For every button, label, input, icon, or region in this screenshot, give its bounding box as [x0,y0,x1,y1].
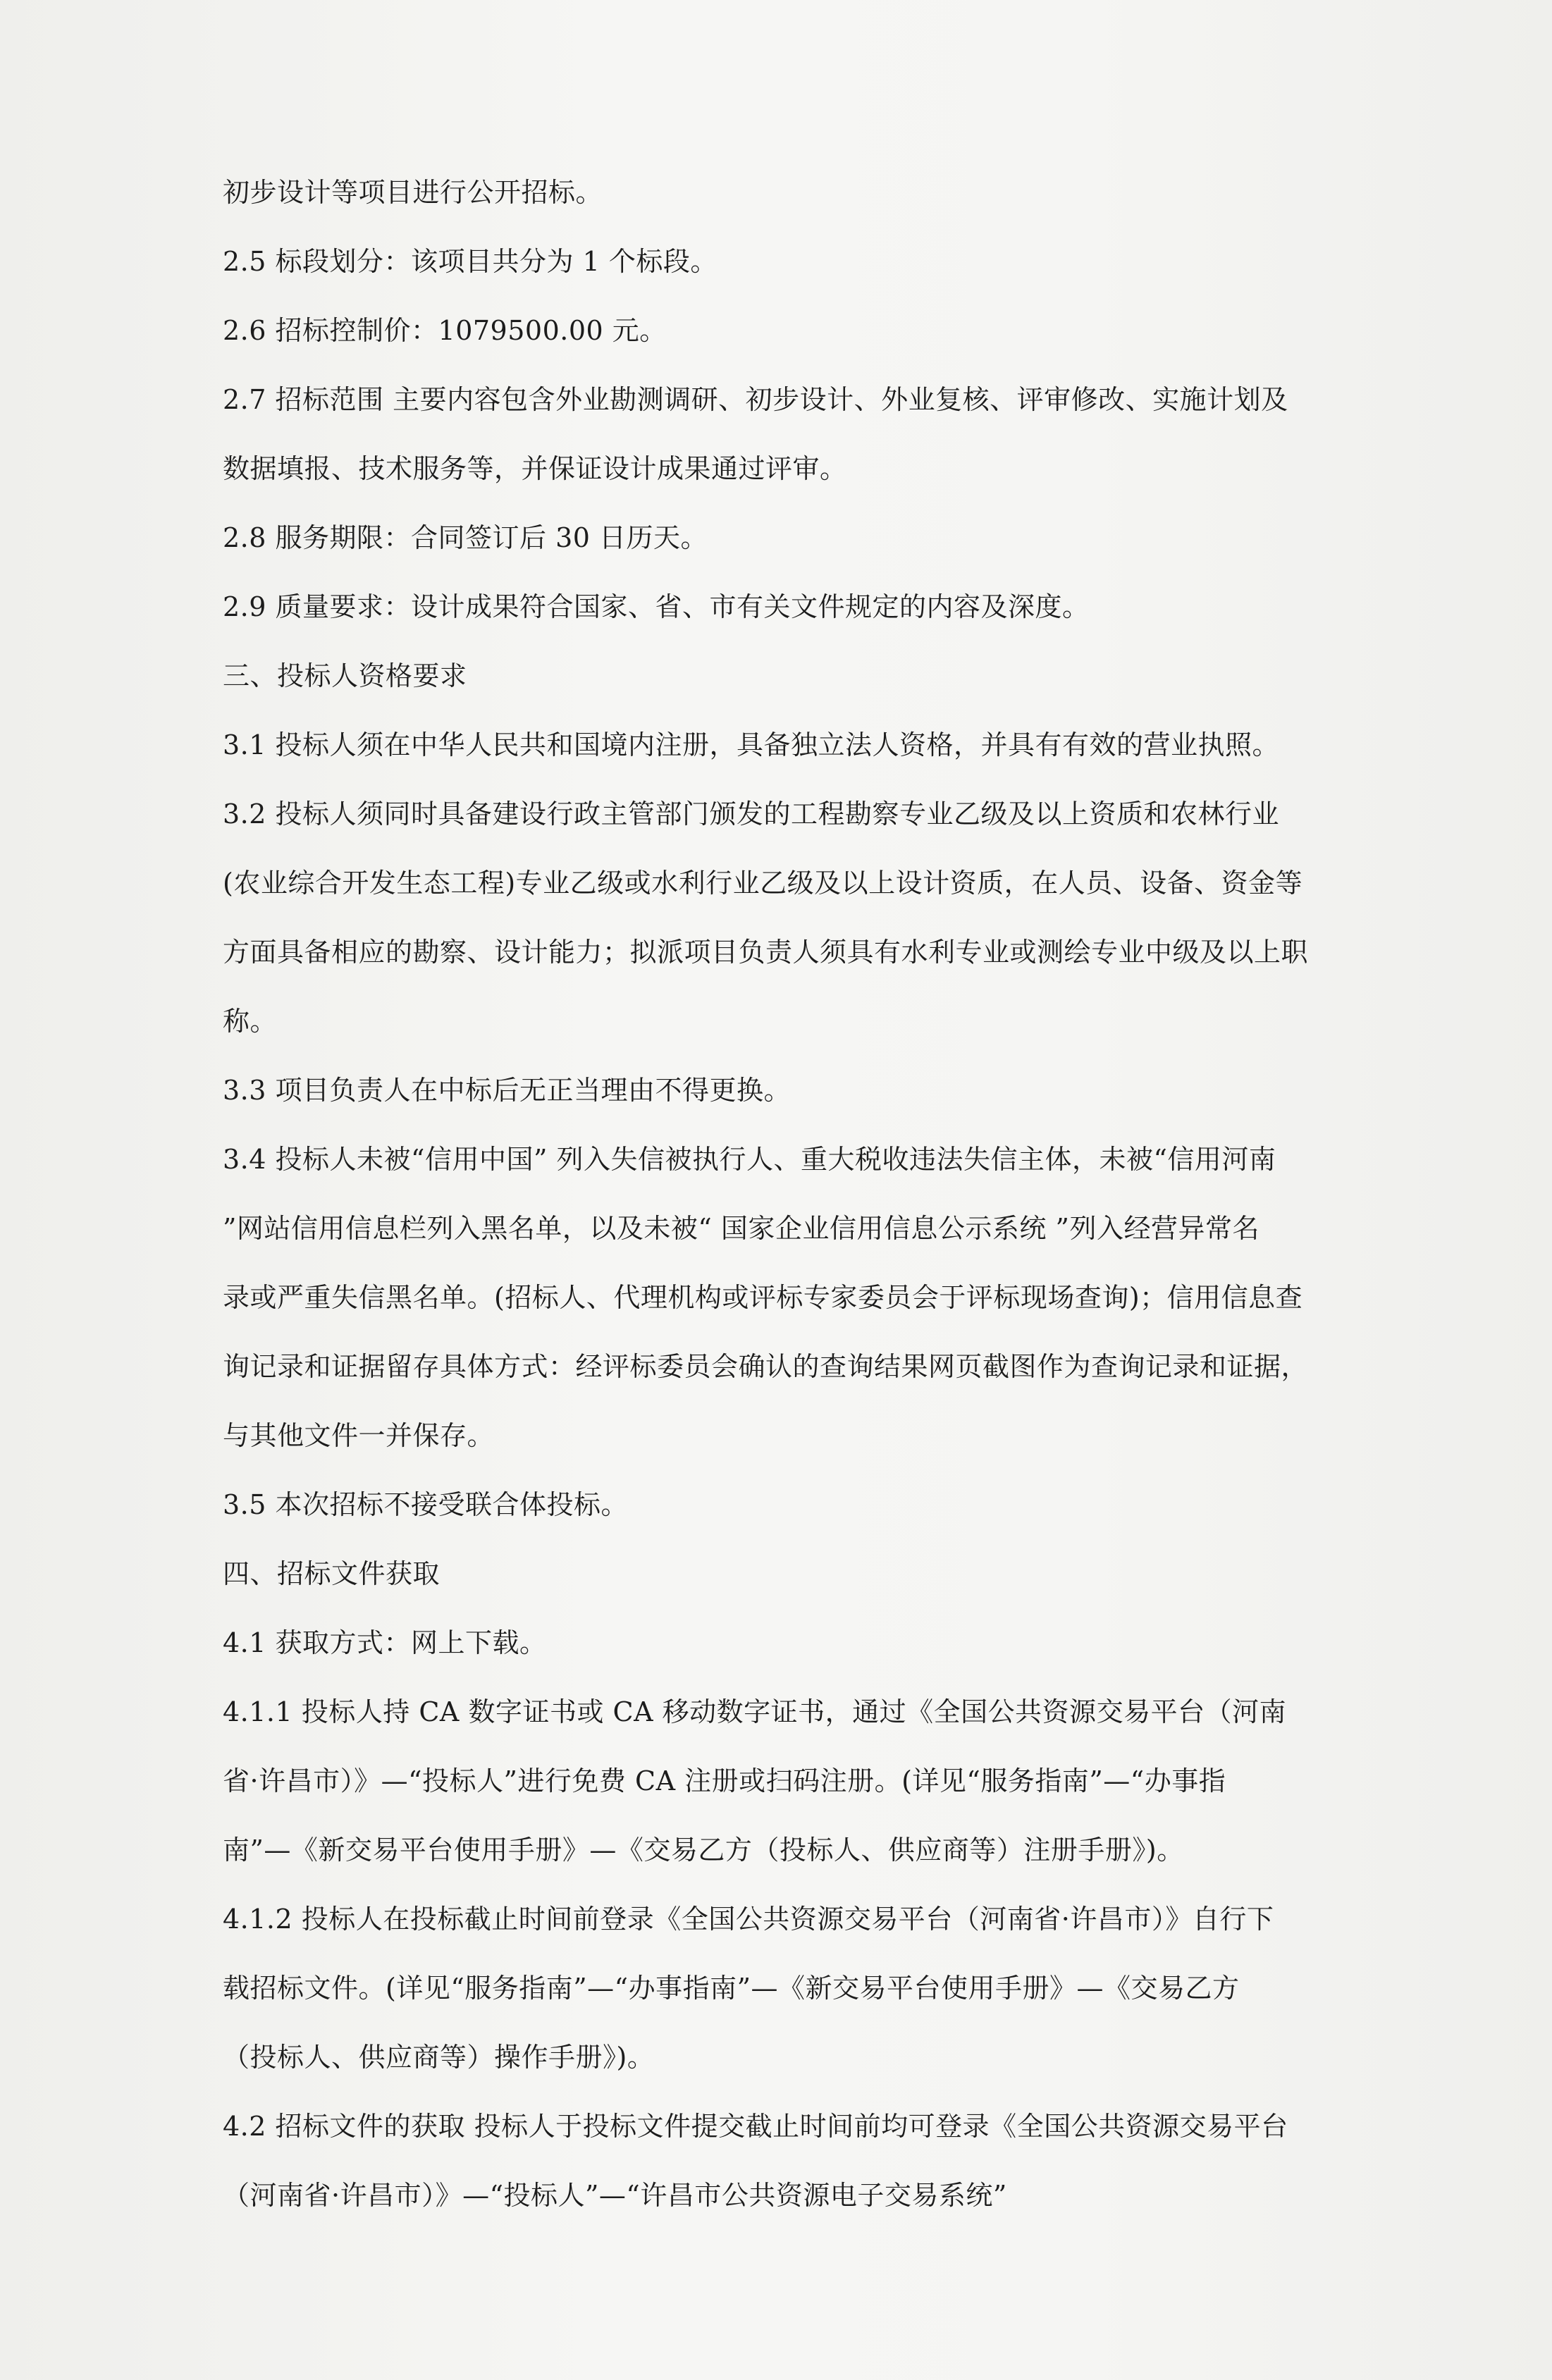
text-line: 2.7 招标范围 主要内容包含外业勘测调研、初步设计、外业复核、评审修改、实施计划及 [223,384,1288,415]
text-line: 4.2 招标文件的获取 投标人于投标文件提交截止时间前均可登录《全国公共资源交易平台 [223,2111,1288,2142]
text-line: 称。 [223,1006,278,1037]
text-line: 2.9 质量要求：设计成果符合国家、省、市有关文件规定的内容及深度。 [223,591,1090,622]
text-line: 方面具备相应的勘察、设计能力；拟派项目负责人须具有水利专业或测绘专业中级及以上职 [223,937,1309,968]
text-line: 录或严重失信黑名单。(招标人、代理机构或评标专家委员会于评标现场查询)；信用信息查 [223,1282,1303,1313]
text-line: 数据填报、技术服务等，并保证设计成果通过评审。 [223,453,847,484]
section-heading: 三、投标人资格要求 [223,660,467,691]
document-body [223,158,1414,2230]
text-line: ”网站信用信息栏列入黑名单，以及未被“ 国家企业信用信息公示系统 ”列入经营异常名 [223,1213,1260,1244]
text-line: 3.5 本次招标不接受联合体投标。 [223,1489,629,1520]
text-line: 与其他文件一并保存。 [223,1420,495,1451]
text-line: （投标人、供应商等）操作手册》)。 [223,2042,655,2073]
section-heading: 四、招标文件获取 [223,1558,441,1589]
text-line: 询记录和证据留存具体方式：经评标委员会确认的查询结果网页截图作为查询记录和证据， [223,1351,1309,1382]
text-line: 2.6 招标控制价：1079500.00 元。 [223,315,667,346]
text-line: 3.1 投标人须在中华人民共和国境内注册，具备独立法人资格，并具有有效的营业执照。 [223,729,1280,760]
text-line: 3.4 投标人未被“信用中国” 列入失信被执行人、重大税收违法失信主体，未被“信用河南 [223,1144,1276,1175]
text-line: 初步设计等项目进行公开招标。 [223,177,603,208]
text-line: 载招标文件。(详见“服务指南”—“办事指南”—《新交易平台使用手册》—《交易乙方 [223,1973,1240,2004]
text-line: （河南省·许昌市）》—“投标人”—“许昌市公共资源电子交易系统” [223,2180,1007,2211]
text-line: 3.3 项目负责人在中标后无正当理由不得更换。 [223,1075,792,1106]
text-line: 4.1 获取方式：网上下载。 [223,1627,547,1658]
text-line: 4.1.2 投标人在投标截止时间前登录《全国公共资源交易平台（河南省·许昌市）》自行下 [223,1904,1274,1935]
text-line: 省·许昌市）》—“投标人”进行免费 CA 注册或扫码注册。(详见“服务指南”—“办事指 [223,1765,1226,1796]
text-line: 2.8 服务期限：合同签订后 30 日历天。 [223,522,708,553]
text-line: 南”—《新交易平台使用手册》—《交易乙方（投标人、供应商等）注册手册》)。 [223,1835,1184,1866]
text-line: (农业综合开发生态工程)专业乙级或水利行业乙级及以上设计资质，在人员、设备、资金等 [223,868,1303,899]
text-line: 4.1.1 投标人持 CA 数字证书或 CA 移动数字证书，通过《全国公共资源交易平台（河南 [223,1696,1287,1727]
text-line: 3.2 投标人须同时具备建设行政主管部门颁发的工程勘察专业乙级及以上资质和农林行业 [223,799,1280,830]
text-line: 2.5 标段划分：该项目共分为 1 个标段。 [223,246,718,277]
